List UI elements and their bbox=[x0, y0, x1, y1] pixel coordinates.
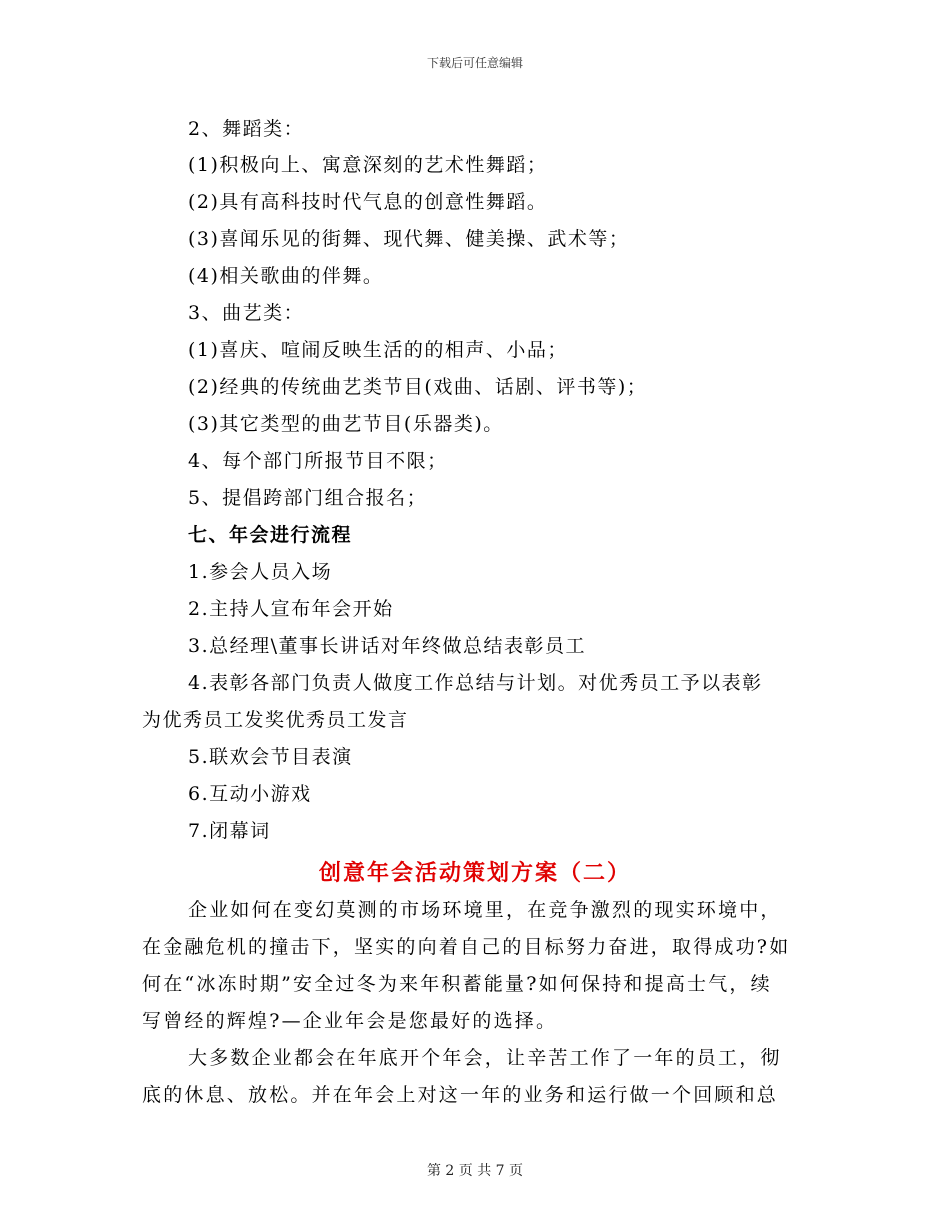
page-footer: 第 2 页 共 7 页 bbox=[426, 1163, 524, 1179]
paragraph-2-line-1: 大多数企业都会在年底开个年会，让辛苦工作了一年的员工，彻 bbox=[188, 1047, 782, 1069]
dance-item-1: (1)积极向上、寓意深刻的艺术性舞蹈； bbox=[188, 154, 548, 176]
process-heading: 七、年会进行流程 bbox=[188, 524, 353, 546]
quyi-heading: 3、曲艺类： bbox=[188, 302, 305, 324]
quyi-item-2: (2)经典的传统曲艺类节目(戏曲、话剧、评书等)； bbox=[188, 376, 648, 398]
process-step-6: 6.互动小游戏 bbox=[188, 783, 312, 805]
quyi-item-3: (3)其它类型的曲艺节目(乐器类)。 bbox=[188, 413, 504, 435]
quyi-item-1: (1)喜庆、喧闹反映生活的的相声、小品； bbox=[188, 339, 568, 361]
process-step-5: 5.联欢会节目表演 bbox=[188, 746, 353, 768]
dance-item-3: (3)喜闻乐见的街舞、现代舞、健美操、武术等； bbox=[188, 228, 630, 250]
process-step-3: 3.总经理\董事长讲话对年终做总结表彰员工 bbox=[188, 635, 587, 657]
rule-item-4: 4、每个部门所报节目不限； bbox=[188, 450, 448, 472]
process-step-1: 1.参会人员入场 bbox=[188, 561, 333, 583]
section-title: 创意年会活动策划方案（二） bbox=[318, 861, 631, 886]
paragraph-1-line-3: 何在“冰冻时期”安全过冬为来年积蓄能量?如何保持和提高士气，续 bbox=[142, 973, 772, 995]
paragraph-1-line-1: 企业如何在变幻莫测的市场环境里，在竞争激烈的现实环境中， bbox=[188, 899, 782, 921]
paragraph-1-line-4: 写曾经的辉煌?—企业年会是您最好的选择。 bbox=[142, 1010, 558, 1032]
process-step-7: 7.闭幕词 bbox=[188, 820, 271, 842]
rule-item-5: 5、提倡跨部门组合报名； bbox=[188, 487, 428, 509]
paragraph-2-line-2: 底的休息、放松。并在年会上对这一年的业务和运行做一个回顾和总 bbox=[142, 1084, 779, 1106]
dance-heading: 2、舞蹈类： bbox=[188, 118, 305, 140]
header-note: 下载后可任意编辑 bbox=[426, 56, 523, 70]
dance-item-2: (2)具有高科技时代气息的创意性舞蹈。 bbox=[188, 191, 548, 213]
process-step-4: 4.表彰各部门负责人做度工作总结与计划。对优秀员工予以表彰 bbox=[188, 672, 763, 694]
paragraph-1-line-2: 在金融危机的撞击下，坚实的向着自己的目标努力奋进，取得成功?如 bbox=[142, 936, 791, 958]
process-step-2: 2.主持人宣布年会开始 bbox=[188, 598, 394, 620]
process-step-4-cont: 为优秀员工发奖优秀员工发言 bbox=[142, 709, 409, 731]
dance-item-4: (4)相关歌曲的伴舞。 bbox=[188, 265, 384, 287]
